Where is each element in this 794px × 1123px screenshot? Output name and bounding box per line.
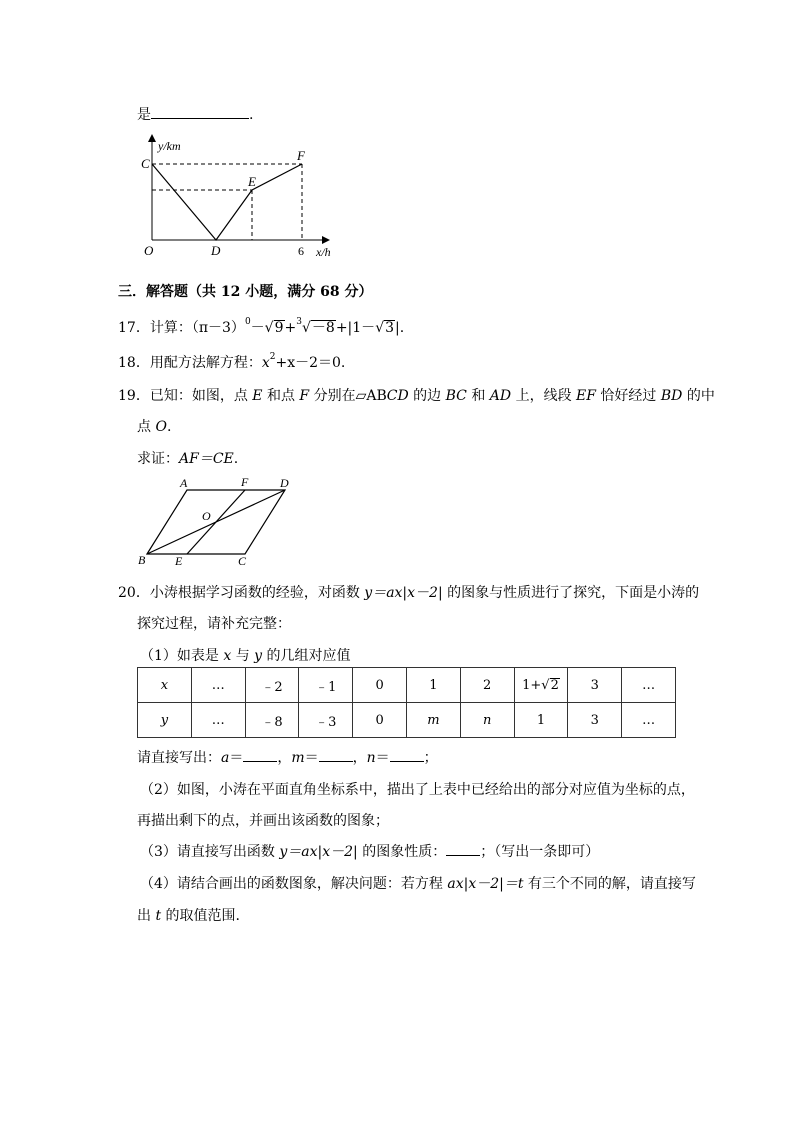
q20-text: ＝ <box>304 750 319 766</box>
answer-blank <box>243 760 277 762</box>
q20-text: 与 <box>231 648 255 664</box>
q17-minus: － <box>250 320 265 336</box>
q20-text: （3）请直接写出函数 <box>140 844 280 860</box>
q19-line2 <box>137 416 171 436</box>
tick-6: 6 <box>298 244 304 258</box>
q19-line1 <box>118 385 715 405</box>
table-cell: 3 <box>568 668 622 703</box>
q19-prove <box>137 448 238 468</box>
q19-text: 点 <box>137 419 156 435</box>
q19-num: 19． <box>118 388 150 404</box>
q19-text: 和点 <box>262 388 300 404</box>
q20-p2-line2: 再描出剩下的点，并画出该函数的图象； <box>137 813 389 829</box>
q20-p1 <box>140 645 351 665</box>
q19-prove-lead: 求证： <box>137 451 179 467</box>
label-b: B <box>138 553 146 567</box>
q17-plus2: +|1－ <box>335 320 376 336</box>
q20-text: 的几组对应值 <box>262 648 351 664</box>
q19-var-f: F <box>299 388 310 404</box>
q20-text: 的图象与性质进行了探究，下面是小涛的 <box>442 585 700 601</box>
q20-num: 20． <box>118 585 150 601</box>
q18-eq-sup: 2 <box>269 352 276 362</box>
answer-blank <box>319 760 353 762</box>
q19-var-bc: BC <box>445 388 467 404</box>
values-table <box>137 667 676 738</box>
table-sqrt2: 2 <box>550 677 559 693</box>
table-row-y <box>138 703 676 738</box>
q19-var-ef: EF <box>576 388 596 404</box>
q19-text: 上，线段 <box>511 388 577 404</box>
q20-text: 出 <box>137 908 156 924</box>
table-cell: ﹣3 <box>299 703 353 738</box>
label-o: O <box>202 509 211 523</box>
q19-var-ad: AD <box>489 388 512 404</box>
table-cell: m <box>406 703 460 738</box>
q20-p4-line2 <box>137 905 240 925</box>
q20-var-t: t <box>155 908 162 924</box>
q18-lead: 用配方法解方程： <box>149 355 262 371</box>
q20-func: y＝ax|x－2| <box>279 844 358 860</box>
q20-text: ， <box>277 750 292 766</box>
label-f: F <box>241 476 249 489</box>
sqrt-symbol: √ <box>541 677 550 693</box>
q19-text: 恰好经过 <box>595 388 661 404</box>
q20-p2-line1: （2）如图，小涛在平面直角坐标系中，描出了上表中已经给出的部分对应值为坐标的点， <box>140 782 695 798</box>
table-cell: 3 <box>568 703 622 738</box>
sqrt-symbol: √ <box>264 320 274 336</box>
q20-var-m: m <box>291 750 305 766</box>
q19-var-o: O <box>155 419 167 435</box>
table-cell: … <box>622 668 676 703</box>
q19-text: 已知：如图，点 <box>149 388 253 404</box>
cube-root-index: 3 <box>296 317 302 327</box>
table-cell: 1 <box>406 668 460 703</box>
q19-prove-eq: AF＝CE <box>179 451 234 467</box>
q20-text: 请直接写出： <box>137 750 221 766</box>
q19-text: 的中 <box>682 388 715 404</box>
section-3-title: 三．解答题（共 12 小题，满分 68 分） <box>118 284 373 300</box>
x-axis-label: x/h <box>316 245 331 259</box>
q17 <box>118 317 404 337</box>
q17-sqrt3: 3 <box>385 320 395 336</box>
q20-func: y＝ax|x－2| <box>364 585 443 601</box>
q19-var-cd: CD <box>386 388 409 404</box>
distance-time-graph <box>140 132 340 262</box>
table-cell: x <box>138 668 192 703</box>
sqrt-symbol: √ <box>375 320 385 336</box>
q20-line1 <box>118 582 699 602</box>
q20-text: 有三个不同的解，请直接写 <box>523 876 696 892</box>
label-d: D <box>280 476 289 490</box>
q18 <box>118 352 345 372</box>
q20-text: （4）请结合画出的函数图象，解决问题：若方程 <box>140 876 448 892</box>
q19-var-e: E <box>252 388 263 404</box>
q20-text: ； <box>423 750 438 766</box>
table-cell: 0 <box>353 703 407 738</box>
table-cell: … <box>191 668 245 703</box>
q17-sqrt9: 9 <box>274 320 284 336</box>
q19-prove-end: . <box>233 451 239 467</box>
q18-eq-rest: +x－2＝0. <box>275 355 346 371</box>
q20-text: （1）如表是 <box>140 648 224 664</box>
label-f: F <box>297 148 305 163</box>
label-d: D <box>211 243 221 258</box>
q17-sup0: 0 <box>244 317 251 327</box>
label-c: C <box>141 156 150 171</box>
cube-root-symbol: √ <box>301 320 311 336</box>
q19-text: 和 <box>466 388 490 404</box>
table-row-x <box>138 668 676 703</box>
q16-end: . <box>249 107 254 123</box>
label-o: O <box>144 243 154 258</box>
label-e: E <box>175 554 183 568</box>
answer-blank <box>446 854 480 856</box>
table-cell: 0 <box>353 668 407 703</box>
q20-var-x: x <box>223 648 232 664</box>
q20-p4-line1 <box>140 873 696 893</box>
q17-num: 17． <box>118 320 150 336</box>
q20-text: 小涛根据学习函数的经验，对函数 <box>149 585 365 601</box>
answer-blank <box>151 117 249 119</box>
q18-eq-x: x <box>261 355 270 371</box>
q16-text: 是 <box>137 107 151 123</box>
q20-text: ， <box>352 750 367 766</box>
table-cell-text: 1+ <box>522 677 542 693</box>
table-cell: n <box>460 703 514 738</box>
parallelogram-figure <box>135 476 300 568</box>
label-c: C <box>238 554 247 568</box>
q17-end: |. <box>395 320 405 336</box>
q20-text: ＝ <box>229 750 244 766</box>
q19-text: 分别在▱AB <box>309 388 387 404</box>
q20-var-n: n <box>366 750 376 766</box>
q18-num: 18． <box>118 355 150 371</box>
table-cell: 1 <box>514 703 568 738</box>
table-cell: 2 <box>460 668 514 703</box>
answer-blank <box>390 760 424 762</box>
q17-lead: 计算：（π－3） <box>149 320 245 336</box>
q20-text: ＝ <box>375 750 390 766</box>
q20-var-a: a <box>221 750 230 766</box>
q17-cube-radicand: －8 <box>311 320 335 336</box>
q16-tail <box>137 104 253 124</box>
q20-var-y: y <box>254 648 263 664</box>
q20-text: 的取值范围. <box>161 908 240 924</box>
label-e: E <box>248 174 256 189</box>
q19-text: . <box>166 419 172 435</box>
q20-text: ；（写出一条即可） <box>480 844 600 860</box>
table-cell: … <box>191 703 245 738</box>
table-cell: ﹣8 <box>245 703 299 738</box>
q19-text: 的边 <box>408 388 446 404</box>
q20-line2: 探究过程，请补充完整： <box>137 616 291 632</box>
q20-p3 <box>140 841 599 861</box>
table-cell: … <box>622 703 676 738</box>
table-cell <box>514 668 568 703</box>
q20-text: 的图象性质： <box>357 844 447 860</box>
table-cell: y <box>138 703 192 738</box>
q20-answer-line <box>137 747 438 767</box>
q20-func: ax|x－2|＝t <box>447 876 524 892</box>
label-a: A <box>180 476 188 490</box>
table-cell: ﹣2 <box>245 668 299 703</box>
q17-plus1: + <box>284 320 297 336</box>
q19-var-bd: BD <box>660 388 683 404</box>
y-axis-label: y/km <box>158 139 181 153</box>
table-cell: ﹣1 <box>299 668 353 703</box>
